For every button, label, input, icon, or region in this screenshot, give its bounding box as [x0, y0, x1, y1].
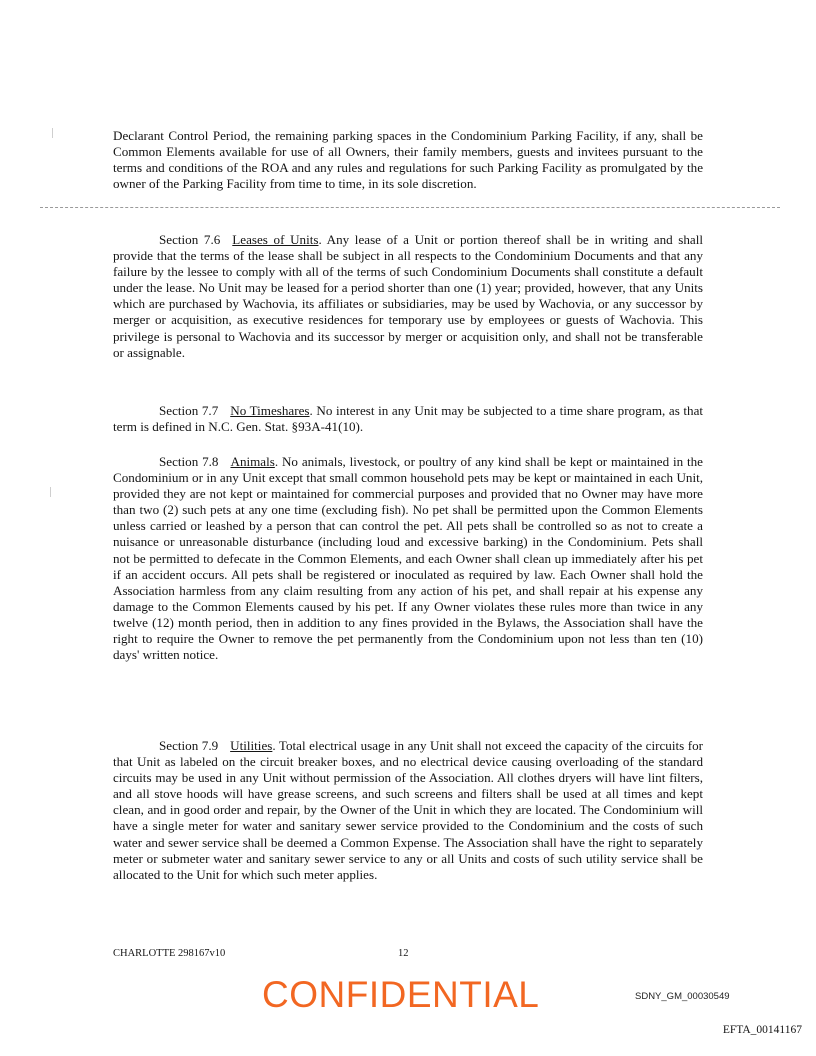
footer-document-id: CHARLOTTE 298167v10: [113, 948, 226, 959]
section-7-8: [113, 454, 703, 663]
section-text: . No interest in any Unit may be subjected to a time share program, as that term is defined in N.C. Gen. Stat. §93A-41(10).: [113, 403, 704, 435]
section-number: Section 7.9: [159, 738, 219, 753]
section-7-9: [113, 738, 703, 883]
section-title: Utilities: [230, 738, 273, 753]
bates-number: SDNY_GM_00030549: [635, 991, 730, 1002]
paragraph-parking-continuation: [113, 128, 703, 192]
section-7-7: [113, 403, 703, 435]
section-text: . Any lease of a Unit or portion thereof shall be in writing and shall provide that the terms of the lease shall be subject in all respects to the Condominium Documents and that any failure by the lessee to comply with all of the terms of such Condominium Documents shall constitute a default under the lease. No Unit may be leased for a period shorter than one (1) year; provided, however, that any Units which are purchased by Wachovia, its affiliates or subsidiaries, may be used by Wachovia, or any successor by merger or acquisition, as executive residences for temporary use by employees or guests of Wachovia. This privilege is personal to Wachovia and its successor by merger or acquisition only, and shall not be transferable or assignable.: [113, 232, 704, 360]
paragraph-text: Declarant Control Period, the remaining parking spaces in the Condominium Parking Facility, if any, shall be Common Elements available for use of all Owners, their family members, guests and invitees pursuant to the terms and conditions of the ROA and any rules and regulations for such Parking Facility as promulgated by the owner of the Parking Facility from time to time, in its sole discretion.: [113, 128, 703, 192]
scan-artifact: [52, 128, 53, 138]
section-number: Section 7.8: [159, 454, 219, 469]
confidential-stamp: CONFIDENTIAL: [262, 974, 540, 1015]
section-number: Section 7.7: [159, 403, 219, 418]
section-title: Leases of Units: [232, 232, 319, 247]
section-title: No Timeshares: [230, 403, 310, 418]
scan-artifact: [50, 487, 51, 497]
section-text: . No animals, livestock, or poultry of any kind shall be kept or maintained in the Condominium or in any Unit except that small common household pets may be kept or maintained in each Unit, provided they are not kept or maintained for commercial purposes and provided that no Owner may have more than two (2) such pets at any one time (excluding fish). No pet shall be permitted upon the Common Elements unless carried or leashed by a person that can control the pet. All pets shall be controlled so as not to create a nuisance or unreasonable disturbance (including loud and excessive barking) in the Condominium. Pets shall not be permitted to defecate in the Common Elements, and each Owner shall clean up immediately after his pet if an accident occurs. All pets shall be registered or inoculated as required by law. Each Owner shall hold the Association harmless from any claim resulting from any action of his pet, and shall repair at his expense any damage to the Common Elements caused by his pet. If any Owner violates these rules more than twice in any twelve (12) month period, then in addition to any fines provided in the Bylaws, the Association shall have the right to require the Owner to remove the pet permanently from the Condominium upon not less than ten (10) days' written notice.: [113, 454, 703, 663]
section-number: Section 7.6: [159, 232, 221, 247]
footer-page-number: 12: [398, 948, 409, 959]
efta-number: EFTA_00141167: [722, 1024, 802, 1036]
section-7-6: [113, 232, 703, 361]
section-title: Animals: [230, 454, 275, 469]
section-text: . Total electrical usage in any Unit shall not exceed the capacity of the circuits for that Unit as labeled on the circuit breaker boxes, and no electrical device causing overloading of the standard circuits may be used in any Unit without permission of the Association. All clothes dryers will have lint filters, and all stove hoods will have grease screens, and such screens and filters shall be used at all times and kept clean, and in good order and repair, by the Owner of the Unit in which they are located. The Condominium will have a single meter for water and sanitary sewer service provided to the Condominium and the costs of such water and sewer service shall be deemed a Common Expense. The Association shall have the right to separately meter or submeter water and sanitary sewer service to any or all Units and costs of such utility service shall be allocated to the Unit for which such meter applies.: [113, 738, 703, 882]
scan-divider-line: [40, 207, 780, 208]
